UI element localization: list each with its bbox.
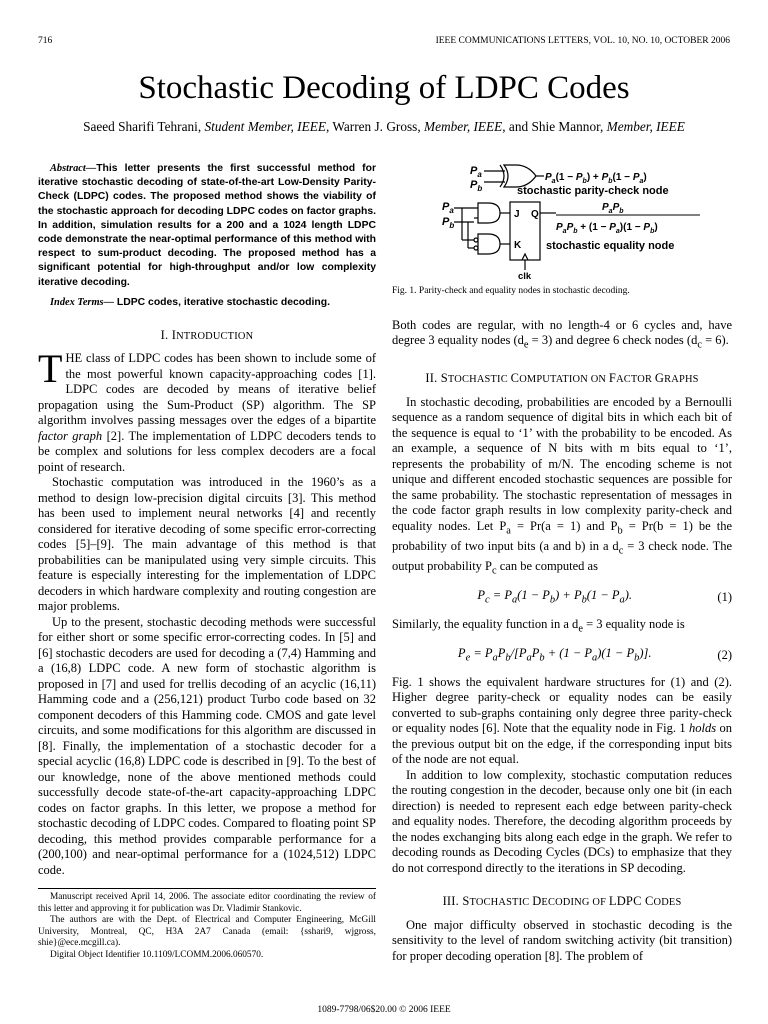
copyright-footer: 1089-7798/06$20.00 © 2006 IEEE <box>317 1005 451 1015</box>
right-paragraph-0: Both codes are regular, with no length-4 or 6 cycles and, have degree 3 equality nodes $(d_e = 3)$ and degree 6 check nodes $(d_c = 6)$. <box>392 317 732 351</box>
equality-node-label: stochastic equality node <box>546 240 675 252</box>
page-number: 716 <box>38 36 53 46</box>
abstract-text: This letter presents the first successful method for iterative stochastic decoding of state-of-the-art Low-Density Parity-Check (LDPC) codes. The proposed method shows the viability of the stochastic approach for decoding LDPC codes on factor graphs. In addition, simulation results for a 200 and a 1024 length LDPC code demonstrate the near-optimal performance of this method with respect to sum-product decoding. The proposed method has a significant potential for high-throughput and/or low complexity iterative decoding. <box>38 163 376 288</box>
equation-1 <box>392 588 732 608</box>
jk-q-label: Q <box>531 209 539 220</box>
footnote-rule <box>38 888 376 889</box>
journal-header: IEEE COMMUNICATIONS LETTERS, VOL. 10, NO. 10, OCTOBER 2006 <box>435 36 730 46</box>
left-column <box>38 162 376 961</box>
index-terms <box>38 296 376 310</box>
intro-paragraph-1: THE class of LDPC codes has been shown to include some of the most powerful known capacity-approaching codes [1]. LDPC codes are decoded by means of iterative belief propagation using the Sum-Product (SP) algorithm. The SP algorithm involves passing messages over the edges of a bipartite factor graph [2]. The implementation of LDPC decoders tends to be complex and solutions for less complex decoders are a focal point of research. <box>38 346 376 474</box>
equation-2 <box>392 646 732 666</box>
figure-caption: Fig. 1. Parity-check and equality nodes in stochastic decoding. <box>392 286 630 296</box>
parity-check-label: stochastic parity-check node <box>517 185 669 197</box>
right-paragraph-2: Similarly, the equality function in a $d_e = 3$ equality node is <box>392 616 685 634</box>
intro-paragraph-3: Up to the present, stochastic decoding methods were successful for either short or some specific error-correcting codes. In [5] and [6] stochastic decoders are used for decoding a (7,4) Hamming and a (16,8) LDPC code. A new form of stochastic algorithm is proposed in [7] and used for trellis decoding of an acyclic (16,11) Hamming code and a (256,121) product Turbo code based on 32 component decoders of this Hamming code. CMOS and gate level circuits, and some modifications for this algorithm are discussed in [8]. Finally, the implementation of a stochastic decoder for a special acyclic (16,8) LDPC code is described in [9]. To the best of our knowledge, none of the above mentioned methods could successfully decode state-of-the-art capacity-approaching LDPC codes on factor graphs. In this letter, we propose a method for stochastic decoding of LDPC codes. Compared to floating point SP decoding, this method provides comparable performance for a (200,100) and near-optimal performance for a (1024,512) LDPC code. <box>38 614 376 877</box>
section-heading-introduction: I. INTRODUCTION <box>160 327 254 342</box>
section-heading-stochastic-computation: II. STOCHASTIC COMPUTATION ON FACTOR GRAPHS <box>425 371 699 385</box>
equation-2-body: $P_e = P_aP_b/[P_aP_b + (1 - P_a)(1 - P_b)]$. <box>457 645 652 663</box>
paper-title: Stochastic Decoding of LDPC Codes <box>138 70 630 106</box>
right-paragraph-3: Fig. 1 shows the equivalent hardware structures for (1) and (2). Higher degree parity-check or equality nodes can be easily converted to sub-graphs containing only degree three parity-check or equality nodes [6]. Note that the equality node in Fig. 1 holds on the previous output bit on the edge, if the corresponding input bits of the node are not equal. <box>392 674 732 766</box>
equation-1-body: $P_c = P_a(1 - P_b) + P_b(1 - P_a)$. <box>477 587 633 605</box>
intro-paragraph-2: Stochastic computation was introduced in the 1960’s as a method to design low-precision digital circuits [3]. This method has been used to implement neural networks [4] and recently considered for iterative decoding of some specific error-correcting codes [5]–[9]. The main advantage of this method is that probabilities can be manipulated using very simple circuits. This feature is especially interesting for the implementation of LDPC decoders in which hardware complexity and routing congestion are major problems. <box>38 475 376 614</box>
index-terms-label: Index Terms— <box>50 296 114 308</box>
clk-label: clk <box>518 271 532 282</box>
author-line: Saeed Sharifi Tehrani, Student Member, IEEE, Warren J. Gross, Member, IEEE, and Shie Mannor, Member, IEEE <box>83 119 685 134</box>
equation-2-number: (2) <box>717 647 732 662</box>
xor-input-pa: $P_a$ <box>470 165 482 179</box>
footnote-doi: Digital Object Identifier 10.1109/LCOMM.2006.060570. <box>50 949 264 960</box>
right-paragraph-4: In addition to low complexity, stochastic computation reduces the routing congestion in the decoder, because only one bit (in each direction) is needed to represent each edge between parity-check and equality nodes. Therefore, the decoding algorithm proceeds by the nodes exchanging bits along each edge in the graph. We refer to decoding rounds as Decoding Cycles (DCs) to emphasize that they do not correspond directly to the iterations in SP decoding. <box>392 767 732 875</box>
right-column <box>392 162 732 964</box>
jk-k-label: K <box>514 240 522 251</box>
right-paragraph-1: In stochastic decoding, probabilities are encoded by a Bernoulli sequence as a random sequence of digital bits in which each bit of the sequence is equal to ‘1’ with the probability to be encoded. As an example, a sequence of N bits with m bits equal to ‘1’, represents the probability of m/N. The encoding scheme is not unique and different encoded stochastic sequences are possible for the same probability. The stochastic representation of messages in the code factor graph results in low complexity parity-check and equality nodes. Let $P_a = Pr(a = 1)$ and $P_b = Pr(b = 1)$ be the probability of two input bits (a and b) in a $d_c = 3$ check node. The output probability $P_c$ can be computed as <box>392 394 732 576</box>
abstract <box>38 162 376 290</box>
and-gates <box>454 202 556 270</box>
equation-1-number: (1) <box>717 589 732 604</box>
section-heading-stochastic-decoding: III. STOCHASTIC DECODING OF LDPC CODES <box>442 894 682 908</box>
xor-gate <box>484 165 544 187</box>
eq-input-pa: $P_a$ <box>442 201 454 215</box>
drop-cap: T <box>38 346 63 392</box>
abstract-label: Abstract— <box>50 163 97 174</box>
equality-numerator: $P_aP_b$ <box>602 202 624 215</box>
equality-denominator: $P_aP_b + (1 - P_a)(1 - P_b)$ <box>556 222 658 235</box>
footnote-manuscript: Manuscript received April 14, 2006. The associate editor coordinating the review of this letter and approving it for publication was Dr. Vladimir Stankovic. <box>38 892 376 914</box>
figure-1-diagram <box>392 162 732 282</box>
parity-output: $P_a(1 - P_b) + P_b(1 - P_a)$ <box>545 172 647 185</box>
jk-j-label: J <box>514 209 520 220</box>
index-terms-text: LDPC codes, iterative stochastic decoding. <box>114 296 330 308</box>
footnote-affiliation: The authors are with the Dept. of Electrical and Computer Engineering, McGill University, Montreal, QC, H3A 2A7 Canada (email: {sshari9, wjgross, shie}@ece.mcgill.ca). <box>38 915 376 949</box>
xor-input-pb: $P_b$ <box>470 179 483 193</box>
right-paragraph-5: One major difficulty observed in stochastic decoding is the sensitivity to the level of random switching activity (bit transition) for proper decoding operation [8]. The problem of <box>392 917 732 963</box>
eq-input-pb: $P_b$ <box>442 216 455 230</box>
figure-1 <box>392 162 732 282</box>
